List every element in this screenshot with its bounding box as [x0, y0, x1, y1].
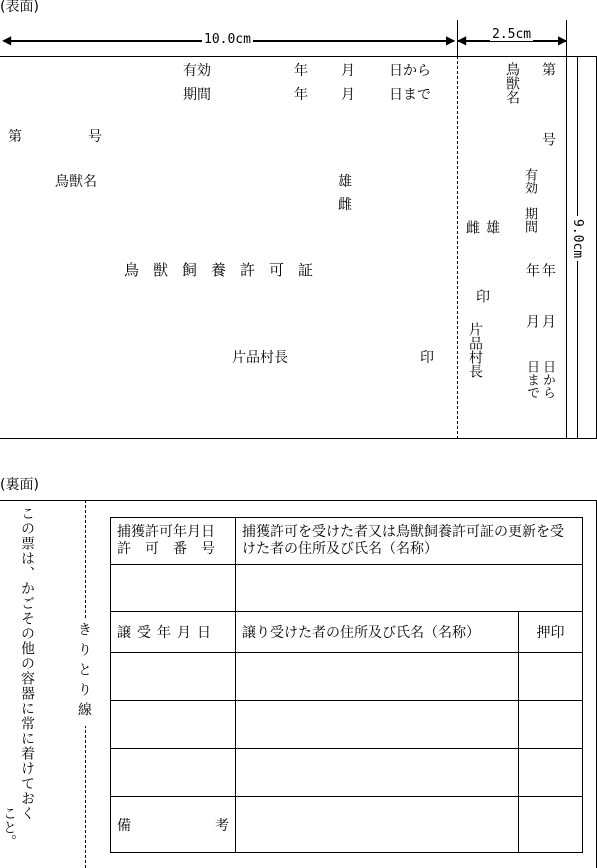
- transferee-cell[interactable]: [236, 701, 519, 749]
- stub-issuer: 片品村長: [467, 322, 483, 378]
- stub-year-to: 年: [524, 263, 540, 277]
- transfer-date-cell[interactable]: [111, 653, 236, 701]
- stub-border: [566, 56, 567, 439]
- holder-cell[interactable]: [236, 565, 583, 612]
- table-row: [111, 701, 583, 749]
- validity-day-to: 日まで: [389, 87, 431, 103]
- stub-male: 雄: [484, 220, 500, 234]
- remarks-stamp-cell[interactable]: [519, 797, 583, 853]
- dimension-height-label: 9.0cm: [571, 216, 584, 261]
- validity-year-from: 年: [294, 63, 308, 79]
- stamp-cell[interactable]: [519, 653, 583, 701]
- dimension-stub-label: 2.5cm: [492, 27, 532, 42]
- permit-date-cell[interactable]: [111, 565, 236, 612]
- stub-year-from: 年: [540, 263, 556, 277]
- male-label: 雄: [338, 174, 352, 190]
- transferee-cell[interactable]: [236, 749, 519, 797]
- stub-cut-line: [457, 56, 458, 439]
- stamp-cell[interactable]: [519, 701, 583, 749]
- transfer-date-cell[interactable]: [111, 701, 236, 749]
- stub-day-from: 日から: [540, 360, 555, 399]
- remarks-label: 備 考: [111, 797, 236, 853]
- stub-month-from: 月: [540, 314, 556, 328]
- header-transferee: 譲り受けた者の住所及び氏名（名称）: [236, 612, 519, 653]
- table-row: [111, 565, 583, 612]
- validity-month-to: 月: [341, 87, 355, 103]
- table-row: [111, 749, 583, 797]
- validity-year-to: 年: [294, 87, 308, 103]
- number-prefix: 第: [8, 129, 22, 145]
- number-suffix: 号: [88, 129, 102, 145]
- front-section-label: (表面): [0, 0, 39, 15]
- transferee-cell[interactable]: [236, 653, 519, 701]
- back-section-label: (裏面): [0, 477, 39, 493]
- table-header-row: [111, 518, 583, 565]
- table-row: [111, 653, 583, 701]
- records-table: [110, 517, 583, 853]
- species-label: 鳥獣名: [55, 174, 97, 190]
- header-transfer-date: 譲受年月日: [111, 612, 236, 653]
- transfer-header-row: [111, 612, 583, 653]
- issuer-name: 片品村長: [232, 350, 288, 366]
- stub-month-to: 月: [524, 314, 540, 328]
- header-stamp: 押印: [519, 612, 583, 653]
- stamp-cell[interactable]: [519, 749, 583, 797]
- remarks-row: [111, 797, 583, 853]
- female-label: 雌: [338, 197, 352, 213]
- side-note-tail: こと。: [1, 806, 17, 848]
- side-note: この票は、かごその他の容器に常に着けておく: [19, 506, 35, 821]
- issuer-seal: 印: [420, 350, 434, 366]
- transfer-date-cell[interactable]: [111, 749, 236, 797]
- validity-day-from: 日から: [389, 63, 431, 79]
- header-holder-address-name: 捕獲許可を受けた者又は鳥獣飼養許可証の更新を受けた者の住所及び氏名（名称）: [236, 518, 583, 565]
- stub-day-to: 日まで: [524, 360, 539, 399]
- cut-line-label: きりとり線: [77, 618, 91, 726]
- validity-label-bottom: 期間: [183, 87, 211, 103]
- remarks-cell[interactable]: [236, 797, 519, 853]
- header-permit-date-number: 捕獲許可年月日 許 可 番 号: [111, 518, 236, 565]
- dimension-width-label: 10.0cm: [204, 32, 251, 47]
- validity-label-top: 有効: [183, 63, 211, 79]
- permit-title: 鳥獣飼養許可証: [124, 261, 328, 279]
- stub-female: 雌: [464, 220, 480, 234]
- stub-validity: 有効 期間: [522, 168, 537, 233]
- stub-number: 第 号: [540, 62, 556, 146]
- stub-seal: 印: [474, 289, 490, 303]
- stub-species: 鳥獣名: [504, 62, 520, 104]
- permit-card: [0, 56, 597, 439]
- validity-month-from: 月: [341, 63, 355, 79]
